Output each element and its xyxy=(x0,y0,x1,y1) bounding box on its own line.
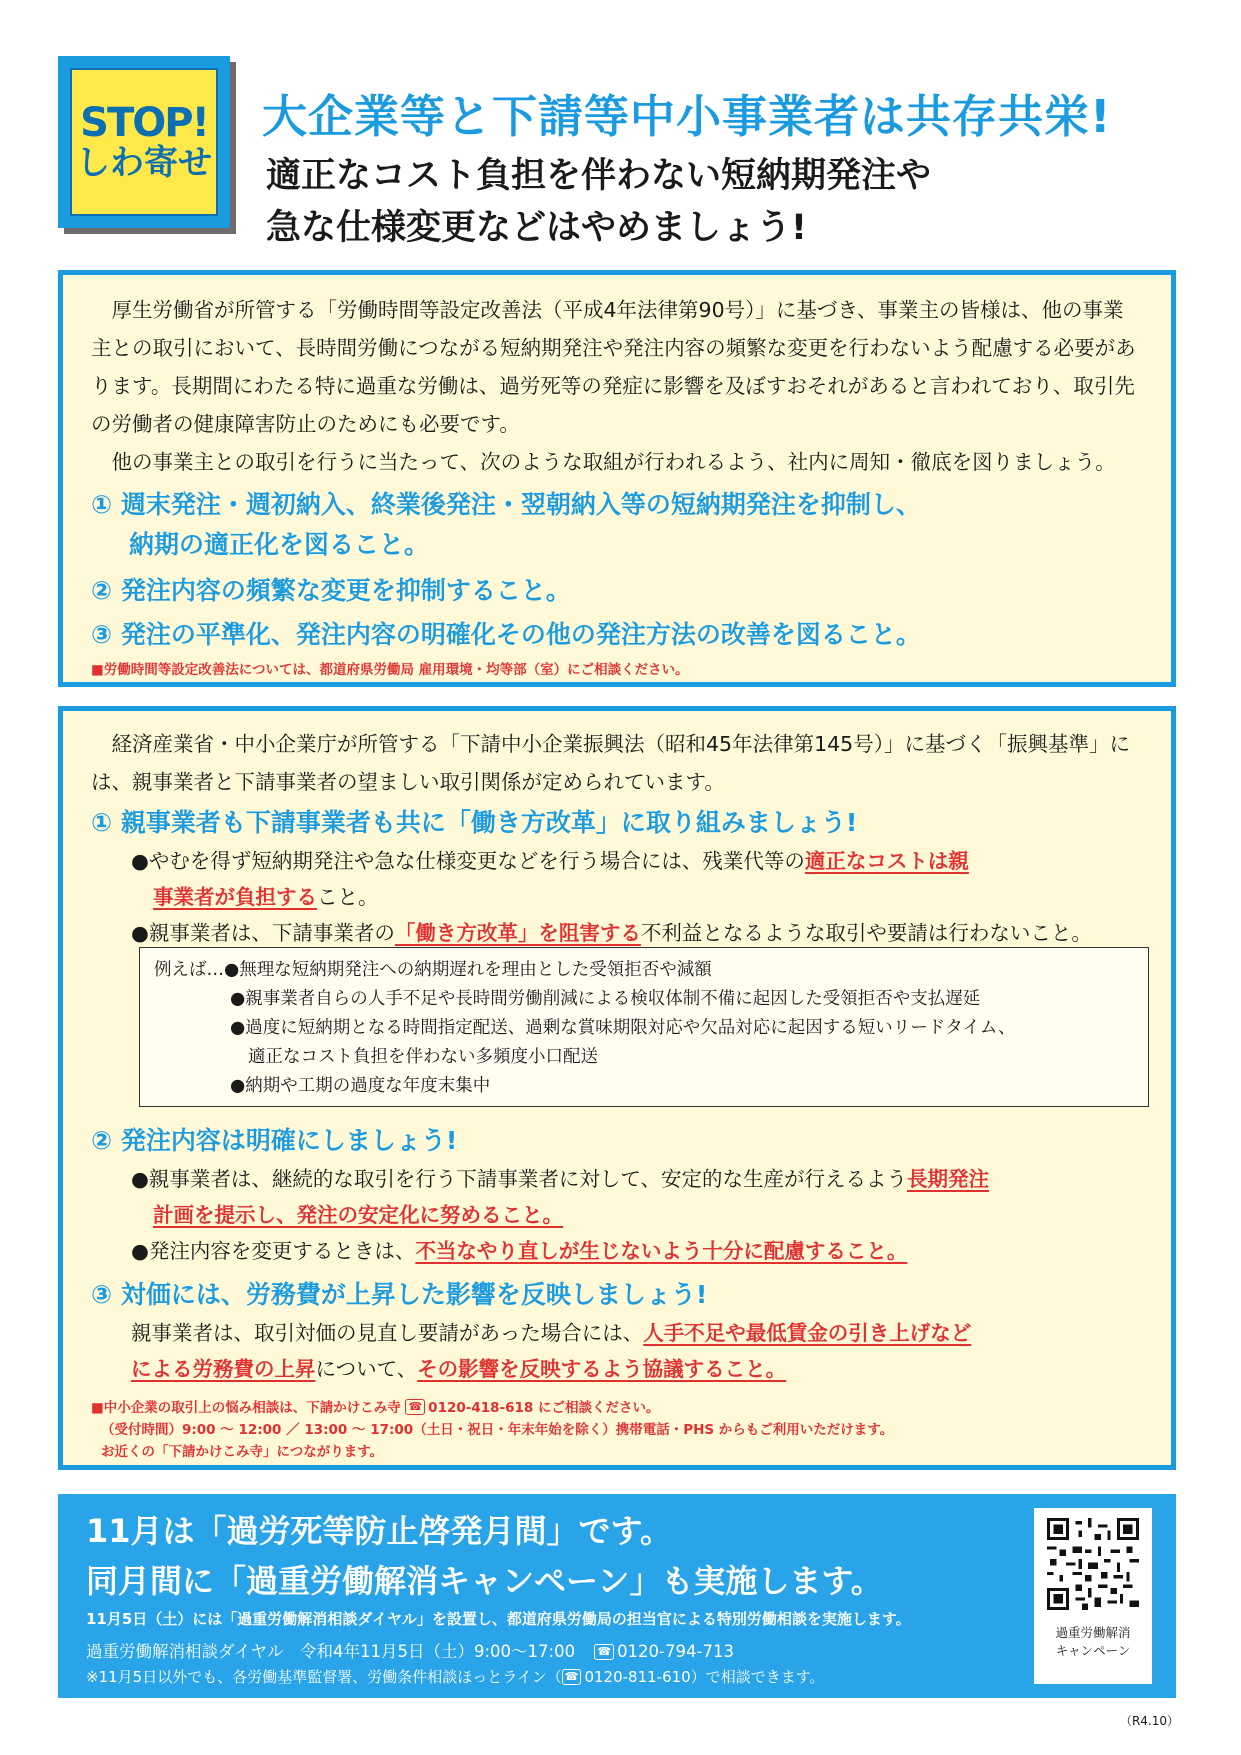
section1-item-1: ① 週末発注・週初納入、終業後発注・翌朝納入等の短納期発注を抑制し、 xyxy=(91,490,921,519)
section2-heading-3: ③ 対価には、労務費が上昇した影響を反映しましょう! xyxy=(91,1280,708,1309)
section2-intro: 経済産業省・中小企業庁が所管する「下請中小企業振興法（昭和45年法律第145号）」に基づく「振興基準」には、親事業者と下請事業者の望ましい取引関係が定められています。 xyxy=(91,732,1130,794)
section1-item-3: ③ 発注の平準化、発注内容の明確化その他の発注方法の改善を図ること。 xyxy=(91,620,921,649)
qr-label xyxy=(1055,1624,1130,1660)
para-5-highlight-2: による労務費の上昇 xyxy=(131,1357,316,1381)
qr-code-icon[interactable] xyxy=(1047,1518,1139,1610)
hotline-text: ※11月5日以外でも、各労働基準監督署、労働条件相談ほっとライン（ xyxy=(86,1668,562,1686)
section1-item-1-cont: 納期の適正化を図ること。 xyxy=(129,530,430,559)
examples-box xyxy=(139,947,1149,1107)
section2-bullet-3-cont xyxy=(131,1197,1141,1233)
para-5-highlight-3: その影響を反映するよう協議すること。 xyxy=(417,1357,787,1381)
section1-note: ■労働時間等設定改善法については、都道府県労働局 雇用環境・均等部（室）にご相談ください。 xyxy=(91,662,689,678)
note-1-tel: 0120-418-618 xyxy=(428,1400,534,1416)
page-title: 大企業等と下請等中小事業者は共存共栄! xyxy=(262,90,1112,143)
note-1-text: ■中小企業の取引上の悩み相談は、下請かけこみ寺 xyxy=(91,1400,401,1416)
free-dial-icon: ☎ xyxy=(405,1399,425,1415)
section2-heading-1: ① 親事業者も下請事業者も共に「働き方改革」に取り組みましょう! xyxy=(91,808,858,837)
dial-label: 過重労働解消相談ダイヤル 令和4年11月5日（土）9:00～17:00 xyxy=(86,1642,576,1661)
banner-line-2: 同月間に「過重労働解消キャンペーン」も実施します。 xyxy=(86,1562,883,1600)
qr-label-line-1: 過重労働解消 xyxy=(1055,1625,1131,1640)
dial-tel: 0120-794-713 xyxy=(617,1642,734,1661)
qr-panel xyxy=(1034,1508,1152,1684)
bullet-2-highlight: 「働き方改革」を阻害する xyxy=(394,921,641,945)
bullet-4-highlight: 不当なやり直しが生じないよう十分に配慮すること。 xyxy=(415,1239,908,1263)
free-dial-icon: ☎ xyxy=(562,1669,582,1685)
banner-line-4 xyxy=(86,1638,734,1662)
example-3-cont: 適正なコスト負担を伴わない多頻度小口配送 xyxy=(248,1047,598,1067)
section2-note-1 xyxy=(91,1397,1141,1419)
section2-bullet-4 xyxy=(131,1233,1141,1269)
section2-heading-2: ② 発注内容は明確にしましょう! xyxy=(91,1126,458,1155)
section2-para-5 xyxy=(131,1315,1141,1351)
bullet-3-text: ●親事業者は、継続的な取引を行う下請事業者に対して、安定的な生産が行えるよう xyxy=(131,1167,907,1191)
banner-line-1: 11月は「過労死等防止啓発月間」です。 xyxy=(86,1512,672,1550)
subtitle-line-1: 適正なコスト負担を伴わない短納期発注や xyxy=(266,156,932,196)
page-subtitle xyxy=(266,150,931,254)
section2-note-2: （受付時間）9:00 ～ 12:00 ／ 13:00 ～ 17:00（土日・祝日・年末年始を除く）携帯電話・PHS からもご利用いただけます。 xyxy=(101,1422,894,1438)
section1-item-2: ② 発注内容の頻繁な変更を抑制すること。 xyxy=(91,576,571,605)
para-5-mid: について、 xyxy=(315,1357,418,1381)
section-labor-ministry xyxy=(58,270,1176,687)
section1-intro: 厚生労働省が所管する「労働時間等設定改善法（平成4年法律第90号）」に基づき、事業主の皆様は、他の事業主との取引において、長時間労働につながる短納期発注や発注内容の頻繁な変更を行わないよう配慮する必要があります。長期間にわたる特に過重な労働は、過労死等の発症に影響を及ぼすおそれがあると言われており、取引先の労働者の健康障害防止のためにも必要です。 xyxy=(91,298,1136,436)
bullet-1-tail: こと。 xyxy=(317,885,379,909)
bullet-3-highlight-1: 長期発注 xyxy=(906,1167,989,1191)
example-row-1 xyxy=(154,956,1134,985)
section2-bullet-1-cont xyxy=(131,879,1141,915)
hotline-tel: 0120-811-610 xyxy=(584,1668,691,1686)
bullet-2-text: ●親事業者は、下請事業者の xyxy=(131,921,395,945)
hotline-tail: ）で相談できます。 xyxy=(690,1668,825,1686)
example-3: ●過度に短納期となる時間指定配送、過剰な賞味期限対応や欠品対応に起因する短いリードタイム、 xyxy=(230,1018,1016,1038)
banner-line-5 xyxy=(86,1666,825,1687)
logo-inner xyxy=(70,68,218,216)
bullet-3-highlight-2: 計画を提示し、発注の安定化に努めること。 xyxy=(153,1203,563,1227)
para-5-highlight-1: 人手不足や最低賃金の引き上げなど xyxy=(643,1321,972,1345)
section1-intro2: 他の事業主との取引を行うに当たって、次のような取組が行われるよう、社内に周知・徹底を図りましょう。 xyxy=(111,450,1116,474)
bullet-1-highlight-2: 事業者が負担する xyxy=(153,885,317,909)
campaign-banner xyxy=(58,1494,1176,1698)
example-1: ●無理な短納期発注への納期遅れを理由とした受領拒否や減額 xyxy=(224,960,712,980)
qr-label-line-2: キャンペーン xyxy=(1055,1643,1131,1658)
examples-label: 例えば… xyxy=(154,960,224,980)
example-4: ●納期や工期の過度な年度末集中 xyxy=(230,1076,491,1096)
section2-bullet-3 xyxy=(131,1161,1141,1197)
stop-logo xyxy=(58,56,230,228)
bullet-1-text: ●やむを得ず短納期発注や急な仕様変更などを行う場合には、残業代等の xyxy=(131,849,805,873)
section2-note-3: お近くの「下請かけこみ寺」につながります。 xyxy=(101,1444,384,1460)
subtitle-line-2: 急な仕様変更などはやめましょう! xyxy=(266,208,807,248)
free-dial-icon: ☎ xyxy=(594,1644,614,1660)
example-2: ●親事業者自らの人手不足や長時間労働削減による検収体制不備に起因した受領拒否や支払遅延 xyxy=(230,989,981,1009)
version-label: （R4.10） xyxy=(1119,1714,1179,1728)
section2-bullet-2 xyxy=(131,915,1141,951)
logo-sub-text: しわ寄せ xyxy=(76,143,212,184)
bullet-4-text: ●発注内容を変更するときは、 xyxy=(131,1239,416,1263)
banner-line-3: 11月5日（土）には「過重労働解消相談ダイヤル」を設置し、都道府県労働局の担当官による特別労働相談を実施します。 xyxy=(86,1610,911,1628)
para-5-text: 親事業者は、取引対価の見直し要請があった場合には、 xyxy=(131,1321,644,1345)
logo-stop-text: STOP! xyxy=(80,100,208,147)
note-1-tail: にご相談ください。 xyxy=(538,1400,660,1416)
bullet-1-highlight-1: 適正なコストは親 xyxy=(804,849,969,873)
bullet-2-tail: 不利益となるような取引や要請は行わないこと。 xyxy=(640,921,1092,945)
section2-para-5-cont xyxy=(131,1351,1141,1387)
section-sme-agency xyxy=(58,706,1176,1470)
section2-bullet-1 xyxy=(131,843,1141,879)
